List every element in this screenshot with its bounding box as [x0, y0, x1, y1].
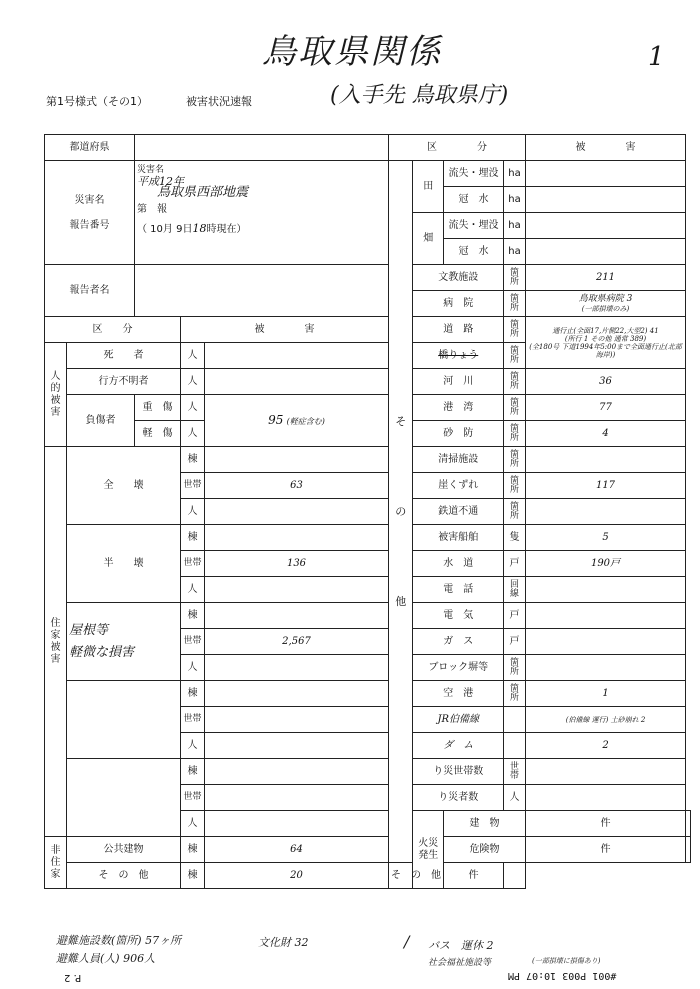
- blank-bldg-value: [205, 681, 389, 707]
- unit-place: 箇所: [504, 655, 526, 681]
- gas-label: ガ ス: [413, 629, 504, 655]
- school-value: 211: [526, 265, 686, 291]
- jr-value: (伯備線 運行) 土砂崩れ 2: [526, 707, 686, 733]
- unit-place: 箇所: [504, 421, 526, 447]
- full-bldg-value: [205, 447, 389, 473]
- unit-house: 戸: [504, 551, 526, 577]
- unit-person: 人: [181, 395, 205, 421]
- road-value: [526, 317, 686, 369]
- disaster-name-hw1: 平成12年: [137, 175, 184, 188]
- landslide-label: 崖くずれ: [413, 473, 504, 499]
- landslide-value: 117: [526, 473, 686, 499]
- left-col-category: 区 分: [45, 317, 181, 343]
- fire-other-label: そ の 他: [389, 863, 444, 889]
- unit-bldg: 棟: [181, 603, 205, 629]
- unit-house: 戸: [504, 629, 526, 655]
- farm-label: 畑: [413, 213, 444, 265]
- unit-person: 人: [504, 785, 526, 811]
- unit-bldg: 棟: [181, 525, 205, 551]
- public-bldg-label: 公共建物: [67, 837, 181, 863]
- hazard-value: [686, 837, 691, 863]
- unit-place: 箇所: [504, 265, 526, 291]
- unit-place: 箇所: [504, 291, 526, 317]
- unit-bldg: 棟: [181, 863, 205, 889]
- unit-person: 人: [181, 811, 205, 837]
- report-line: 第 報: [137, 204, 167, 215]
- unit-ha: ha: [504, 213, 526, 239]
- school-label: 文教施設: [413, 265, 504, 291]
- port-value: 77: [526, 395, 686, 421]
- road-hw1: 通行止(全面17,片側22,大型2) 41: [552, 326, 659, 335]
- power-label: 電 気: [413, 603, 504, 629]
- victims-value: [526, 785, 686, 811]
- ship-value: 5: [526, 525, 686, 551]
- flooded-label: 冠 水: [444, 239, 504, 265]
- sono-ta-label: その他: [389, 161, 413, 863]
- blank-household-value: [205, 707, 389, 733]
- handwritten-title: 鳥取県関係: [262, 32, 442, 72]
- cleaning-value: [526, 447, 686, 473]
- injured-value: [205, 395, 389, 447]
- dam-value: 2: [526, 733, 686, 759]
- serious-label: 重 傷: [135, 395, 181, 421]
- building-label: 建 物: [444, 811, 526, 837]
- handwritten-source: (入手先 鳥取県庁): [330, 83, 509, 108]
- phone-label: 電 話: [413, 577, 504, 603]
- farm-washed-value: [526, 213, 686, 239]
- page-number: P. 2: [64, 972, 82, 983]
- unit-household: 世帯: [181, 551, 205, 577]
- missing-value: [205, 369, 389, 395]
- unit-household: 世帯: [181, 473, 205, 499]
- unit-household: 世帯: [504, 759, 526, 785]
- jr-unit: [504, 707, 526, 733]
- unit-place: 箇所: [504, 499, 526, 525]
- missing-label: 行方不明者: [67, 369, 181, 395]
- rail-label: 鉄道不通: [413, 499, 504, 525]
- unit-person: 人: [181, 499, 205, 525]
- dead-value: [205, 343, 389, 369]
- full-label: 全 壊: [67, 447, 181, 525]
- full-person-value: [205, 499, 389, 525]
- airport-value: 1: [526, 681, 686, 707]
- unit-place: 箇所: [504, 369, 526, 395]
- disaster-labels: [45, 161, 135, 265]
- block-value: [526, 655, 686, 681]
- unit-ship: 隻: [504, 525, 526, 551]
- unit-place: 箇所: [504, 473, 526, 499]
- dead-label: 死 者: [67, 343, 181, 369]
- field-flooded-value: [526, 187, 686, 213]
- evac-note: 避難人員(人) 906人: [56, 952, 156, 965]
- form-label: 第1号様式（その1）: [46, 95, 148, 108]
- injured-note: (軽症含む): [286, 416, 325, 426]
- blank-category: [67, 681, 181, 759]
- gas-value: [526, 629, 686, 655]
- water-value: 190戸: [526, 551, 686, 577]
- block-label: ブロック塀等: [413, 655, 504, 681]
- human-group-label: 人的被害: [45, 343, 67, 447]
- unit-ha: ha: [504, 161, 526, 187]
- full-household-value: 63: [205, 473, 389, 499]
- others-label: そ の 他: [67, 863, 181, 889]
- right-col-damage: 被 害: [526, 135, 686, 161]
- reporter-label: 報告者名: [45, 265, 135, 317]
- rail-value: [526, 499, 686, 525]
- unit-place: 箇所: [504, 395, 526, 421]
- left-col-damage: 被 害: [181, 317, 389, 343]
- blank-person-value: [205, 733, 389, 759]
- disaster-name-label: 災害名: [74, 194, 105, 206]
- roof-bldg-value: [205, 603, 389, 629]
- as-of-hour: 18: [192, 222, 207, 235]
- disaster-info: [135, 161, 389, 265]
- prefecture-value: [135, 135, 389, 161]
- unit-household: 世帯: [181, 707, 205, 733]
- culture-note: 文化財 32: [258, 936, 309, 949]
- welfare-note: 社会福祉施設等: [428, 958, 492, 968]
- hazard-label: 危険物: [444, 837, 526, 863]
- damage-report-table: [44, 134, 691, 889]
- fax-line: #001 P003 10:07 PM: [508, 970, 617, 981]
- unit-person: 人: [181, 577, 205, 603]
- field-label: 田: [413, 161, 444, 213]
- unit-place: 箇所: [504, 317, 526, 343]
- roof-household-value: 2,567: [205, 629, 389, 655]
- roof-hw1: 屋根等: [69, 622, 109, 638]
- unit-house: 戸: [504, 603, 526, 629]
- unit-case: 件: [526, 837, 686, 863]
- unit-case: 件: [526, 811, 686, 837]
- road-hw2: (所行 1 その他 通常 389): [564, 334, 647, 343]
- unit-person: 人: [181, 343, 205, 369]
- unit-bldg: 棟: [181, 447, 205, 473]
- unit-ha: ha: [504, 239, 526, 265]
- shelter-note: 避難施設数(箇所) 57ヶ所: [56, 934, 182, 947]
- dam-unit: [504, 733, 526, 759]
- hospital-label: 病 院: [413, 291, 504, 317]
- roof-hw2: 軽微な損害: [69, 644, 135, 660]
- as-of-post: 時現在）: [206, 224, 247, 235]
- farm-flooded-value: [526, 239, 686, 265]
- unit-place: 箇所: [504, 681, 526, 707]
- housing-group-label: 住家被害: [45, 447, 67, 837]
- page-mark: 1: [648, 42, 665, 72]
- fire-other-value: [504, 863, 526, 889]
- water-label: 水 道: [413, 551, 504, 577]
- unit-bldg: 棟: [181, 837, 205, 863]
- bridge-label: [413, 343, 504, 369]
- public-bldg-value: 64: [205, 837, 389, 863]
- phone-value: [526, 577, 686, 603]
- right-col-category: 区 分: [389, 135, 526, 161]
- flooded-label: 冠 水: [444, 187, 504, 213]
- victim-households-label: り災世帯数: [413, 759, 504, 785]
- unit-person: 人: [181, 733, 205, 759]
- others-value: 20: [205, 863, 389, 889]
- slash-mark: /: [404, 932, 410, 951]
- unit-bldg: 棟: [181, 681, 205, 707]
- non-housing-label: 非住家: [45, 837, 67, 889]
- victim-households-value: [526, 759, 686, 785]
- welfare-note-2: (一部損壊に損傷あり): [532, 957, 601, 965]
- as-of-line: [137, 223, 386, 235]
- port-label: 港 湾: [413, 395, 504, 421]
- bridge-label-text: 橋りょう: [438, 350, 479, 361]
- unit-household: 世帯: [181, 629, 205, 655]
- half-bldg-value: [205, 525, 389, 551]
- unit-ha: ha: [504, 187, 526, 213]
- form-title: 被害状況速報: [186, 95, 252, 108]
- unit-household: 世帯: [181, 785, 205, 811]
- unit-place: 箇所: [504, 343, 526, 369]
- unit-bldg: 棟: [181, 759, 205, 785]
- building-value: [686, 811, 691, 837]
- unit-person: 人: [181, 655, 205, 681]
- hospital-hw: 鳥取県病院 3: [578, 293, 633, 304]
- prefecture-label: 都道府県: [45, 135, 135, 161]
- minor-label: 軽 傷: [135, 421, 181, 447]
- half-person-value: [205, 577, 389, 603]
- airport-label: 空 港: [413, 681, 504, 707]
- reporter-value: [135, 265, 389, 317]
- power-value: [526, 603, 686, 629]
- fire-group-label: 火災発生: [413, 811, 444, 889]
- road-label: 道 路: [413, 317, 504, 343]
- half-label: 半 壊: [67, 525, 181, 603]
- bus-note: バス 運休 2: [428, 939, 494, 952]
- report-no-label: 報告番号: [69, 219, 110, 231]
- unit-person: 人: [181, 421, 205, 447]
- unit-place: 箇所: [504, 447, 526, 473]
- erosion-label: 砂 防: [413, 421, 504, 447]
- unit-case: 件: [444, 863, 504, 889]
- as-of-pre: （ 10月 9日: [137, 224, 193, 235]
- disaster-name-hw2: 鳥取県西部地震: [157, 185, 249, 200]
- ship-label: 被害船舶: [413, 525, 504, 551]
- cleaning-label: 清掃施設: [413, 447, 504, 473]
- hospital-value: [526, 291, 686, 317]
- blank2-household-value: [205, 785, 389, 811]
- river-value: 36: [526, 369, 686, 395]
- blank2-person-value: [205, 811, 389, 837]
- half-household-value: 136: [205, 551, 389, 577]
- injured-hw: 95: [268, 412, 284, 427]
- road-hw3: (全180号 下道1994年5:00まで全面通行止(北部海岸)): [529, 342, 682, 359]
- blank-category-2: [67, 759, 181, 837]
- dam-label: ダ ム: [413, 733, 504, 759]
- jr-label: JR伯備線: [413, 707, 504, 733]
- hospital-note: (一部損壊のみ): [581, 304, 630, 313]
- roof-person-value: [205, 655, 389, 681]
- injured-label: 負傷者: [67, 395, 135, 447]
- disaster-name-caption: 災害名: [137, 165, 165, 175]
- unit-person: 人: [181, 369, 205, 395]
- unit-line: 回線: [504, 577, 526, 603]
- roof-label: [67, 603, 181, 681]
- washed-label: 流失・埋没: [444, 161, 504, 187]
- victims-label: り災者数: [413, 785, 504, 811]
- blank2-bldg-value: [205, 759, 389, 785]
- erosion-value: 4: [526, 421, 686, 447]
- river-label: 河 川: [413, 369, 504, 395]
- field-washed-value: [526, 161, 686, 187]
- washed-label: 流失・埋没: [444, 213, 504, 239]
